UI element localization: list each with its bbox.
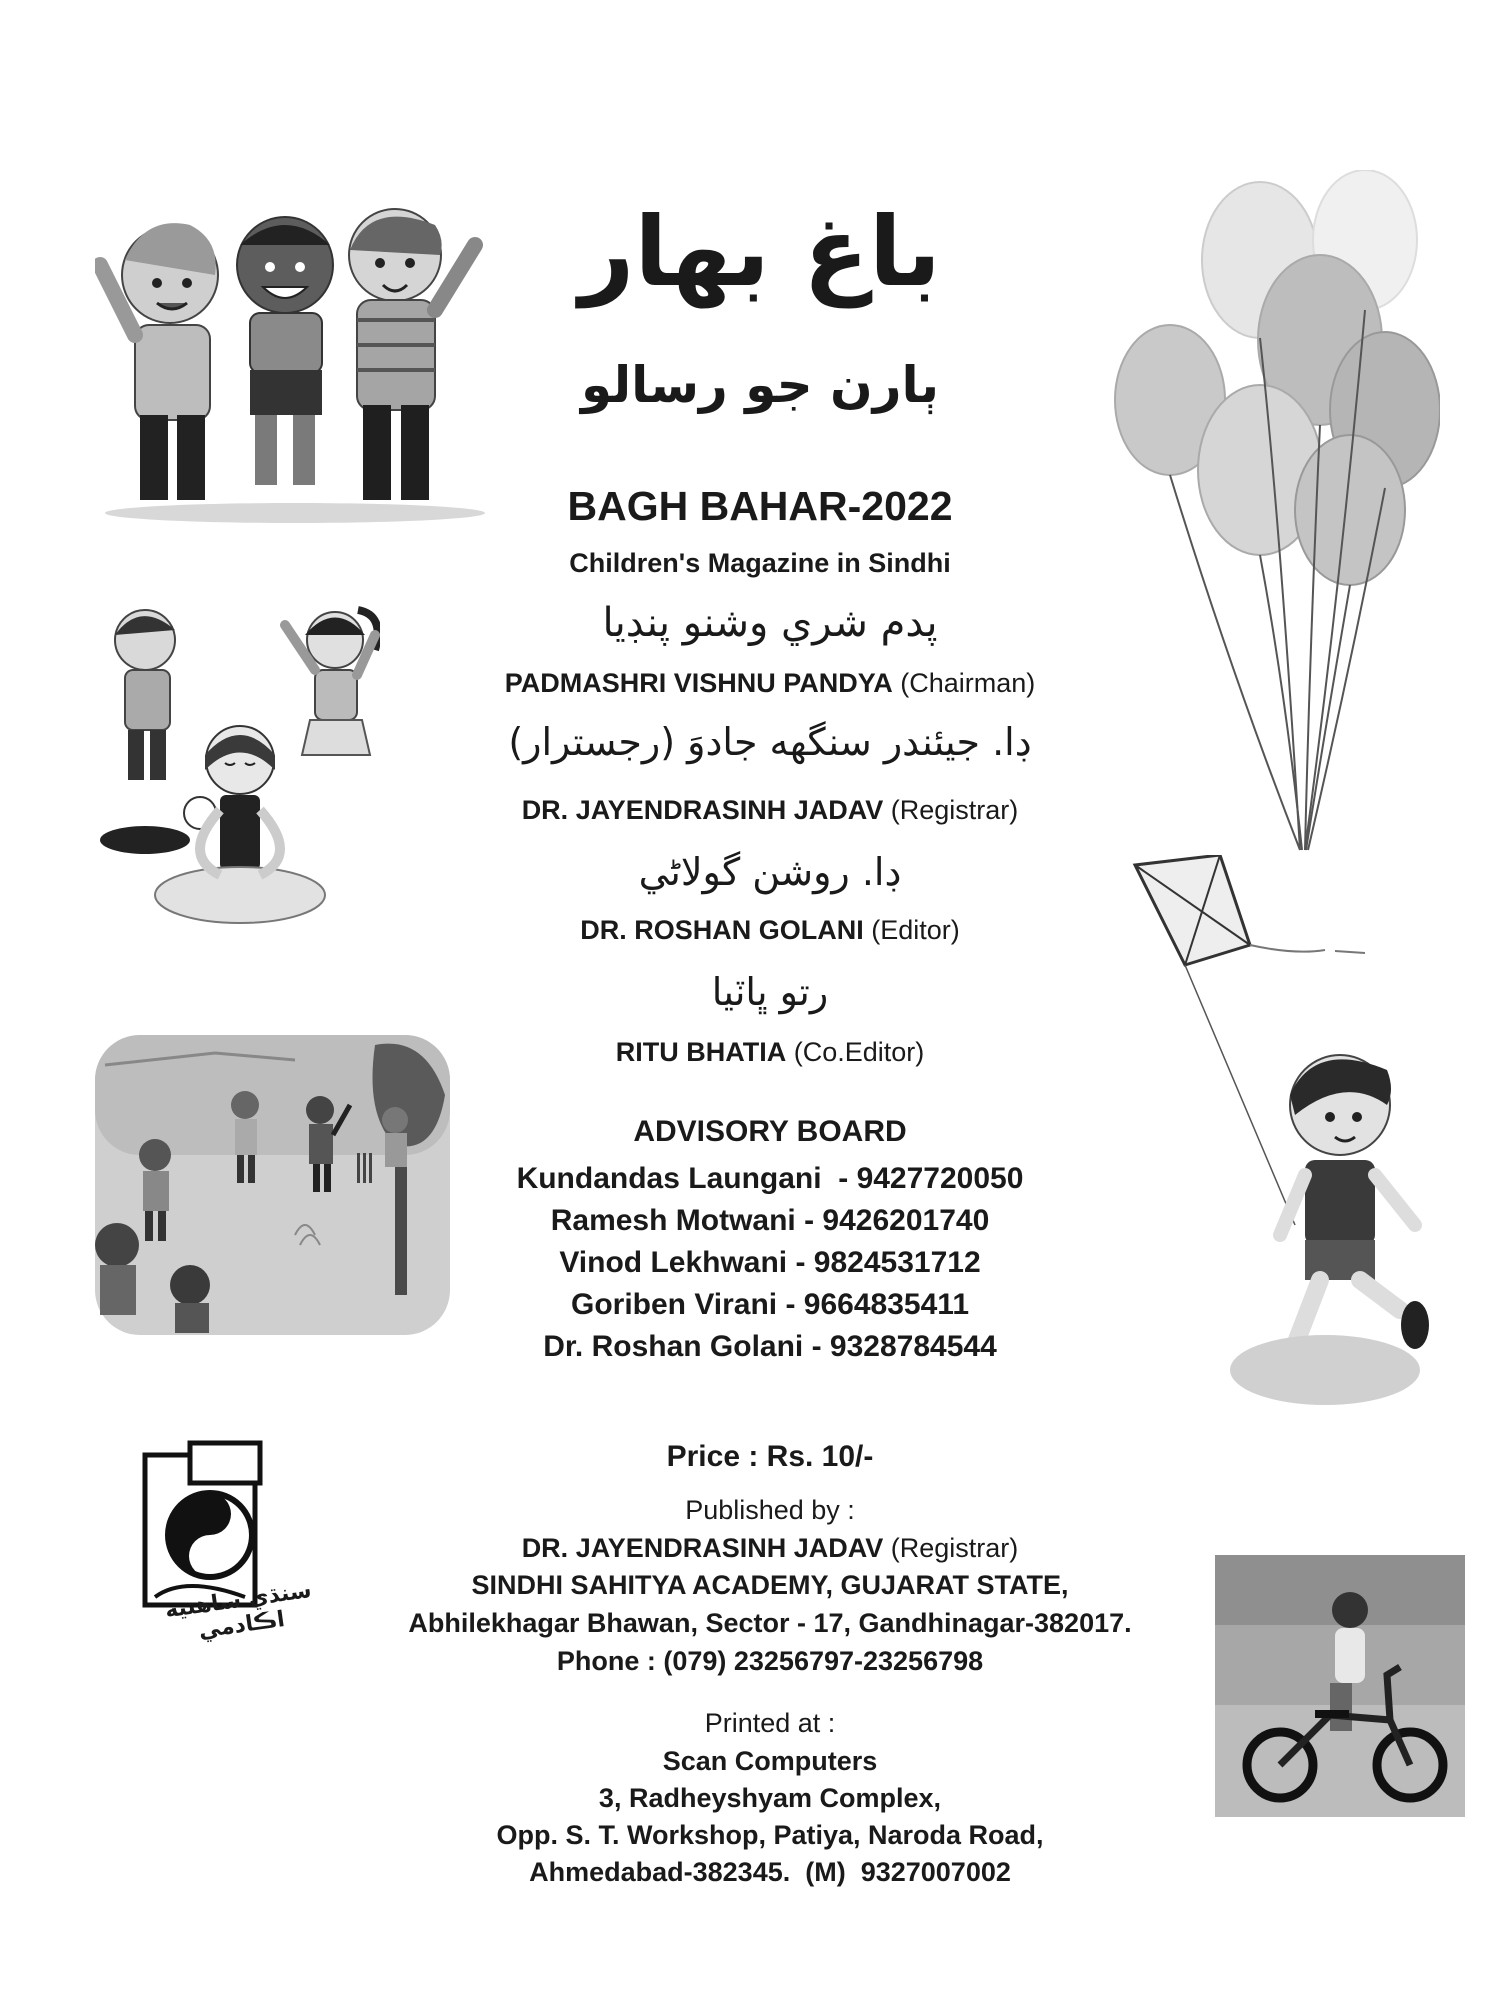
printer-name: Scan Computers: [662, 1746, 878, 1776]
publisher-role: (Registrar): [890, 1533, 1019, 1563]
coeditor-name: RITU BHATIA: [615, 1037, 787, 1067]
publisher-org: SINDHI SAHITYA ACADEMY, GUJARAT STATE,: [471, 1570, 1069, 1600]
printer-address-line3: Ahmedabad-382345. (M) 9327007002: [529, 1857, 1011, 1887]
editor-line: [400, 915, 1140, 946]
registrar-name-sindhi: ڊا. جيئندر سنگهه جادوَ (رجسترار): [508, 720, 1032, 764]
advisory-member: Ramesh Motwani - 9426201740: [550, 1204, 990, 1237]
coeditor-name-sindhi: رتو ڀاٽيا: [711, 970, 829, 1014]
registrar-name: DR. JAYENDRASINH JADAV: [521, 795, 884, 825]
publisher-line: [380, 1533, 1160, 1564]
chairman-line: [400, 668, 1140, 699]
coeditor-line: [400, 1037, 1140, 1068]
chairman-name: PADMASHRI VISHNU PANDYA: [504, 668, 893, 698]
masthead-subtitle-sindhi: ٻارن جو رسالو: [580, 356, 940, 414]
children-cricket-illustration: [95, 1035, 450, 1335]
advisory-member: Vinod Lekhwani - 9824531712: [559, 1246, 981, 1279]
child-on-balance-bike-photo: [1215, 1555, 1465, 1817]
boy-flying-kite-illustration: [1125, 855, 1445, 1415]
balloons-illustration: [1110, 170, 1440, 870]
chairman-name-sindhi: پدم شري وشنو پنڊيا: [602, 600, 938, 646]
publisher-address: Abhilekhagar Bhawan, Sector - 17, Gandhinagar-382017.: [408, 1608, 1132, 1638]
children-playing-illustration: [100, 595, 380, 930]
printed-at-label: Printed at :: [704, 1708, 836, 1738]
editor-role: (Editor): [871, 915, 960, 945]
advisory-member: Goriben Virani - 9664835411: [570, 1288, 969, 1321]
academy-logo-text: سنڌي ساهتيه اڪادمي: [163, 1577, 314, 1644]
advisory-member: Dr. Roshan Golani - 9328784544: [543, 1330, 997, 1363]
published-by-label: Published by :: [685, 1495, 855, 1525]
price: Price : Rs. 10/-: [666, 1440, 874, 1473]
editor-name: DR. ROSHAN GOLANI: [580, 915, 864, 945]
advisory-board-heading: ADVISORY BOARD: [633, 1115, 907, 1148]
advisory-member: Kundandas Laungani - 9427720050: [516, 1162, 1024, 1195]
masthead-title: BAGH BAHAR-2022: [567, 483, 953, 529]
masthead-subtitle: Children's Magazine in Sindhi: [569, 548, 951, 578]
printer-address-line1: 3, Radheyshyam Complex,: [598, 1783, 942, 1813]
coeditor-role: (Co.Editor): [793, 1037, 925, 1067]
registrar-line: [400, 795, 1140, 826]
printer-address-line2: Opp. S. T. Workshop, Patiya, Naroda Road,: [496, 1820, 1044, 1850]
masthead-title-sindhi: باغ بهار: [579, 196, 941, 308]
registrar-role: (Registrar): [890, 795, 1019, 825]
publisher-phone: Phone : (079) 23256797-23256798: [556, 1646, 984, 1676]
editor-name-sindhi: ڊا. روشن گولاڻي: [638, 850, 902, 894]
chairman-role: (Chairman): [900, 668, 1036, 698]
three-children-illustration: [95, 205, 485, 525]
advisory-board-list: [420, 1158, 1120, 1368]
publisher-name: DR. JAYENDRASINH JADAV: [521, 1533, 884, 1563]
